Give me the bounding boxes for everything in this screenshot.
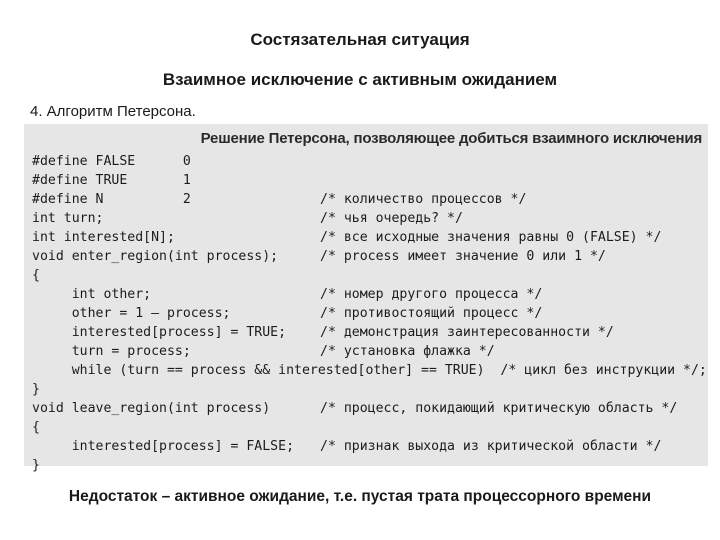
code-line xyxy=(24,154,708,173)
code-text: interested[process] = FALSE; xyxy=(32,439,295,454)
code-comment: /* демонстрация заинтересованности */ xyxy=(320,325,614,340)
code-text: void enter_region(int process); xyxy=(32,249,279,264)
code-text: #define N 2 xyxy=(32,192,191,207)
code-text: { xyxy=(32,420,40,435)
code-line xyxy=(24,230,708,249)
code-line xyxy=(24,382,708,401)
code-text: interested[process] = TRUE; xyxy=(32,325,287,340)
code-comment: /* процесс, покидающий критическую область */ xyxy=(320,401,678,416)
code-line xyxy=(24,192,708,211)
code-text: int interested[N]; xyxy=(32,230,175,245)
code-text: { xyxy=(32,268,40,283)
code-comment: /* противостоящий процесс */ xyxy=(320,306,543,321)
code-line xyxy=(24,173,708,192)
code-text: void leave_region(int process) xyxy=(32,401,271,416)
code-text: int turn; xyxy=(32,211,104,226)
code-line xyxy=(24,344,708,363)
code-comment: /* номер другого процесса */ xyxy=(320,287,543,302)
code-text: } xyxy=(32,382,40,397)
code-text: turn = process; xyxy=(32,344,191,359)
code-text: int other; xyxy=(32,287,152,302)
code-line xyxy=(24,268,708,287)
code-comment: /* все исходные значения равны 0 (FALSE) */ xyxy=(320,230,662,245)
code-text: #define FALSE 0 xyxy=(32,154,191,169)
code-comment: /* признак выхода из критической области */ xyxy=(320,439,662,454)
code-comment: /* количество процессов */ xyxy=(320,192,527,207)
code-line xyxy=(24,249,708,268)
footer-note: Недостаток – активное ожидание, т.е. пустая трата процессорного времени xyxy=(68,488,652,505)
code-line xyxy=(24,287,708,306)
code-comment: /* установка флажка */ xyxy=(320,344,495,359)
slide-title: Состязательная ситуация xyxy=(250,30,470,49)
code-line xyxy=(24,306,708,325)
code-line xyxy=(24,458,708,477)
code-caption: Решение Петерсона, позволяющее добиться взаимного исключения xyxy=(200,130,702,147)
code-text: #define TRUE 1 xyxy=(32,173,191,188)
code-line xyxy=(24,363,708,382)
code-text: } xyxy=(32,458,40,473)
code-line xyxy=(24,401,708,420)
code-listing xyxy=(24,124,708,473)
code-text: while (turn == process && interested[other] == TRUE) /* цикл без инструкции */; xyxy=(32,363,707,378)
code-line xyxy=(24,325,708,344)
section-heading: 4. Алгоритм Петерсона. xyxy=(30,103,196,120)
code-text: other = 1 – process; xyxy=(32,306,231,321)
code-line xyxy=(24,439,708,458)
slide-subtitle: Взаимное исключение с активным ожиданием xyxy=(162,70,558,89)
code-line xyxy=(24,211,708,230)
code-comment: /* process имеет значение 0 или 1 */ xyxy=(320,249,606,264)
code-line xyxy=(24,420,708,439)
code-comment: /* чья очередь? */ xyxy=(320,211,463,226)
